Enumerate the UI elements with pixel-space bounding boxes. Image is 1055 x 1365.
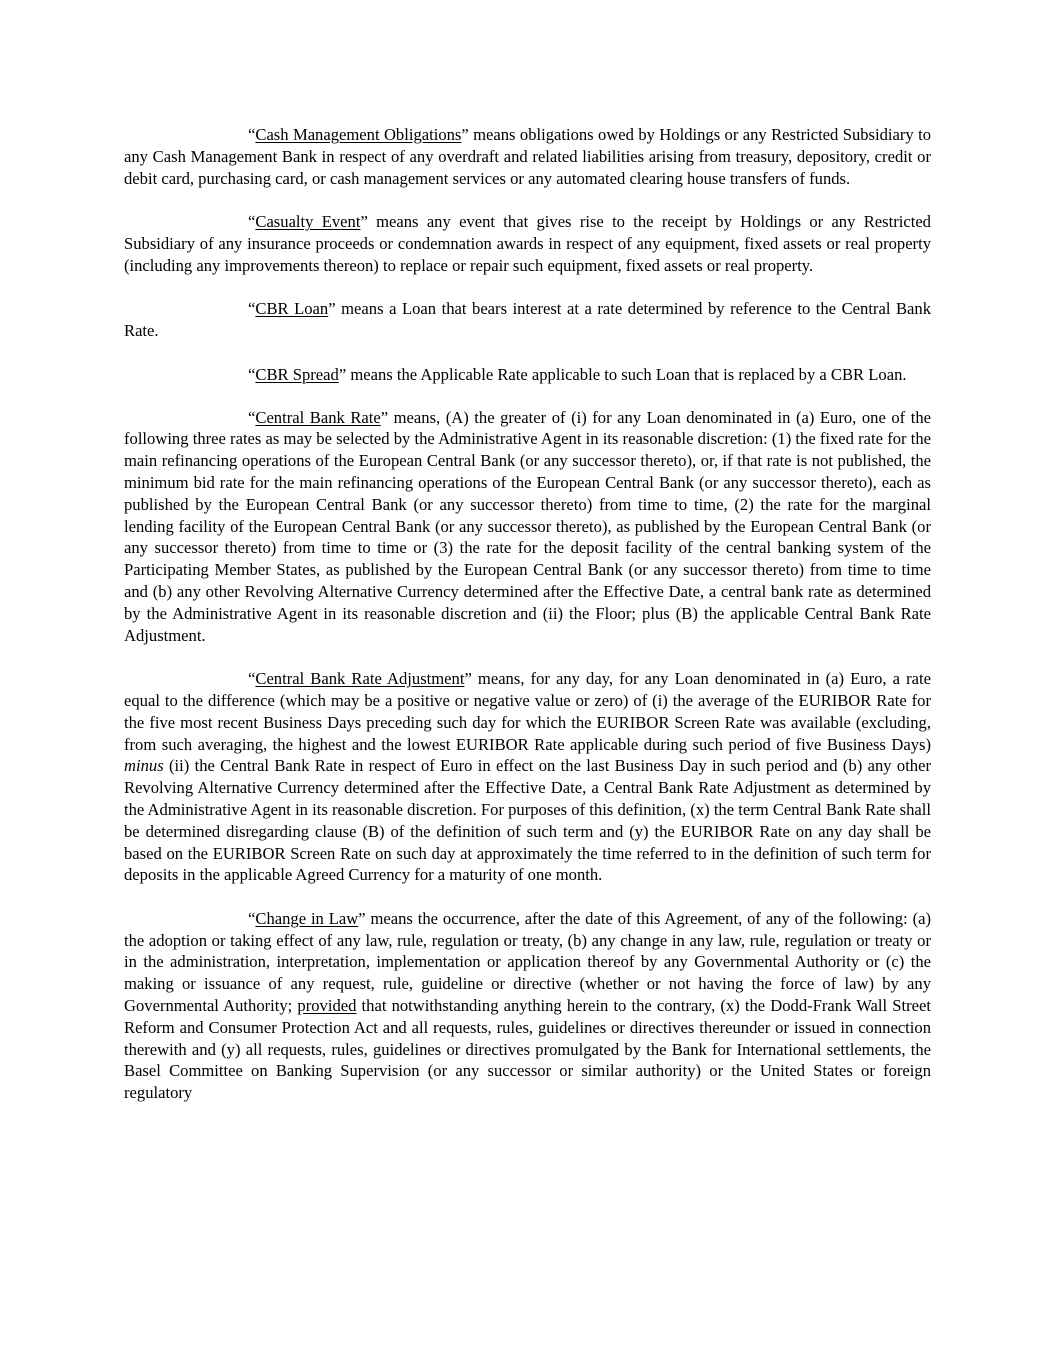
- defined-term: CBR Loan: [255, 299, 329, 319]
- definition-text: means, (A) the greater of (i) for any Loan denominated in (a) Euro, one of the following three rates as may be selected by the Administrative Agent in its reasonable discretion: (1) the fixed rate for the main refinancing operations of the European Central Bank (or any successor thereto), or, if that rate is not published, the minimum bid rate for the main refinancing operations of the European Central Bank (or any successor thereto), each as published by the European Central Bank (or any successor thereto) from time to time, (2) the rate for the marginal lending facility of the European Central Bank (or any successor thereto), as published by the European Central Bank (or any successor thereto) from time to time or (3) the rate for the deposit facility of the central banking system of the Participating Member States, as published by the European Central Bank (or any successor thereto) from time to time and (b) any other Revolving Alternative Currency determined after the Effective Date, a central bank rate as determined by the Administrative Agent in its reasonable discretion and (ii) the Floor; plus (B) the applicable Central Bank Rate Adjustment.: [124, 407, 931, 645]
- definition-cash-management-obligations: “Cash Management Obligations” means obligations owed by Holdings or any Restricted Subsidiary to any Cash Management Bank in respect of any overdraft and related liabilities arising from treasury, depository, credit or debit card, purchasing card, or cash management services or any automated clearing house transfers of funds.: [124, 125, 931, 188]
- definition-cbr-loan: “CBR Loan” means a Loan that bears interest at a rate determined by reference to the Central Bank Rate.: [124, 299, 931, 341]
- definition-text: means the occurrence, after the date of this Agreement, of any of the following: (a) the adoption or taking effect of any law, rule, regulation or treaty, (b) any change in any law, rule, regulation or treaty or in the administration, interpretation, implementation or application thereof by any Governmental Authority or (c) the making or issuance of any request, rule, guideline or directive (whether or not having the force of law) by any Governmental Authority;: [124, 908, 931, 1016]
- defined-term: CBR Spread: [255, 364, 339, 384]
- definition-cbr-spread: “CBR Spread” means the Applicable Rate applicable to such Loan that is replaced by a CBR Loan.: [248, 364, 907, 384]
- definition-text: means obligations owed by Holdings or any Restricted Subsidiary to any Cash Management Bank in respect of any overdraft and related liabilities arising from treasury, depository, credit or debit card, purchasing card, or cash management services or any automated clearing house transfers of funds.: [124, 125, 931, 188]
- italic-minus: minus: [124, 756, 164, 776]
- definition-central-bank-rate-adjustment: “Central Bank Rate Adjustment” means, for any day, for any Loan denominated in (a) Euro, a rate equal to the difference (which may be a positive or negative value or zero) of (i) the average of the EURIBOR Rate for the five most recent Business Days preceding such day for which the EURIBOR Screen Rate was available (excluding, from such averaging, the highest and the lowest EURIBOR Rate applicable during such period of five Business Days) minus (ii) the Central Bank Rate in respect of Euro in effect on the last Business Day in such period and (b) any other Revolving Alternative Currency determined after the Effective Date, a Central Bank Rate Adjustment as determined by the Administrative Agent in its reasonable discretion. For purposes of this definition, (x) the term Central Bank Rate shall be determined disregarding clause (B) of the definition of such term and (y) the EURIBOR Rate on any day shall be based on the EURIBOR Screen Rate on such day at approximately the time referred to in the definition of such term for deposits in the applicable Agreed Currency for a maturity of one month.: [124, 669, 931, 885]
- document-page: [124, 124, 931, 1126]
- definition-text: means a Loan that bears interest at a rate determined by reference to the Central Bank Rate.: [124, 299, 931, 341]
- defined-term: Change in Law: [255, 908, 359, 928]
- definition-change-in-law: “Change in Law” means the occurrence, after the date of this Agreement, of any of the following: (a) the adoption or taking effect of any law, rule, regulation or treaty, (b) any change in any law, rule, regulation or treaty or in the administration, interpretation, implementation or application thereof by any Governmental Authority or (c) the making or issuance of any request, rule, guideline or directive (whether or not having the force of law) by any Governmental Authority; provided that notwithstanding anything herein to the contrary, (x) the Dodd-Frank Wall Street Reform and Consumer Protection Act and all requests, rules, guidelines or directives thereunder or issued in connection therewith and (y) all requests, rules, guidelines or directives promulgated by the Bank for International settlements, the Basel Committee on Banking Supervision (or any successor or similar authority) or the United States or foreign regulatory: [124, 908, 931, 1103]
- underlined-provided: provided: [297, 996, 357, 1016]
- definition-text-continued: that notwithstanding anything herein to the contrary, (x) the Dodd-Frank Wall Street Reform and Consumer Protection Act and all requests, rules, guidelines or directives thereunder or issued in connection therewith and (y) all requests, rules, guidelines or directives promulgated by the Bank for International settlements, the Basel Committee on Banking Supervision (or any successor or similar authority) or the United States or foreign regulatory: [124, 996, 931, 1103]
- definition-text-continued: (ii) the Central Bank Rate in respect of Euro in effect on the last Business Day in such period and (b) any other Revolving Alternative Currency determined after the Effective Date, a Central Bank Rate Adjustment as determined by the Administrative Agent in its reasonable discretion. For purposes of this definition, (x) the term Central Bank Rate shall be determined disregarding clause (B) of the definition of such term and (y) the EURIBOR Rate on any day shall be based on the EURIBOR Screen Rate on such day at approximately the time referred to in the definition of such term for deposits in the applicable Agreed Currency for a maturity of one month.: [124, 756, 931, 885]
- defined-term: Central Bank Rate Adjustment: [255, 669, 465, 689]
- defined-term: Casualty Event: [255, 212, 361, 232]
- defined-term: Cash Management Obligations: [255, 125, 462, 144]
- definition-text: means the Applicable Rate applicable to such Loan that is replaced by a CBR Loan.: [346, 364, 907, 384]
- definition-central-bank-rate: “Central Bank Rate” means, (A) the greater of (i) for any Loan denominated in (a) Euro, one of the following three rates as may be selected by the Administrative Agent in its reasonable discretion: (1) the fixed rate for the main refinancing operations of the European Central Bank (or any successor thereto), or, if that rate is not published, the minimum bid rate for the main refinancing operations of the European Central Bank (or any successor thereto), each as published by the European Central Bank (or any successor thereto) from time to time, (2) the rate for the marginal lending facility of the European Central Bank (or any successor thereto), as published by the European Central Bank (or any successor thereto) from time to time or (3) the rate for the deposit facility of the central banking system of the Participating Member States, as published by the European Central Bank (or any successor thereto) from time to time and (b) any other Revolving Alternative Currency determined after the Effective Date, a central bank rate as determined by the Administrative Agent in its reasonable discretion and (ii) the Floor; plus (B) the applicable Central Bank Rate Adjustment.: [124, 407, 931, 645]
- definition-casualty-event: “Casualty Event” means any event that gives rise to the receipt by Holdings or any Restricted Subsidiary of any insurance proceeds or condemnation awards in respect of any equipment, fixed assets or real property (including any improvements thereon) to replace or repair such equipment, fixed assets or real property.: [124, 212, 931, 275]
- defined-term: Central Bank Rate: [255, 407, 381, 427]
- definition-text: means any event that gives rise to the receipt by Holdings or any Restricted Subsidiary of any insurance proceeds or condemnation awards in respect of any equipment, fixed assets or real property (including any improvements thereon) to replace or repair such equipment, fixed assets or real property.: [124, 212, 931, 275]
- definition-text: means, for any day, for any Loan denominated in (a) Euro, a rate equal to the difference (which may be a positive or negative value or zero) of (i) the average of the EURIBOR Rate for the five most recent Business Days preceding such day for which the EURIBOR Screen Rate was available (excluding, from such averaging, the highest and the lowest EURIBOR Rate applicable during such period of five Business Days): [124, 669, 931, 754]
